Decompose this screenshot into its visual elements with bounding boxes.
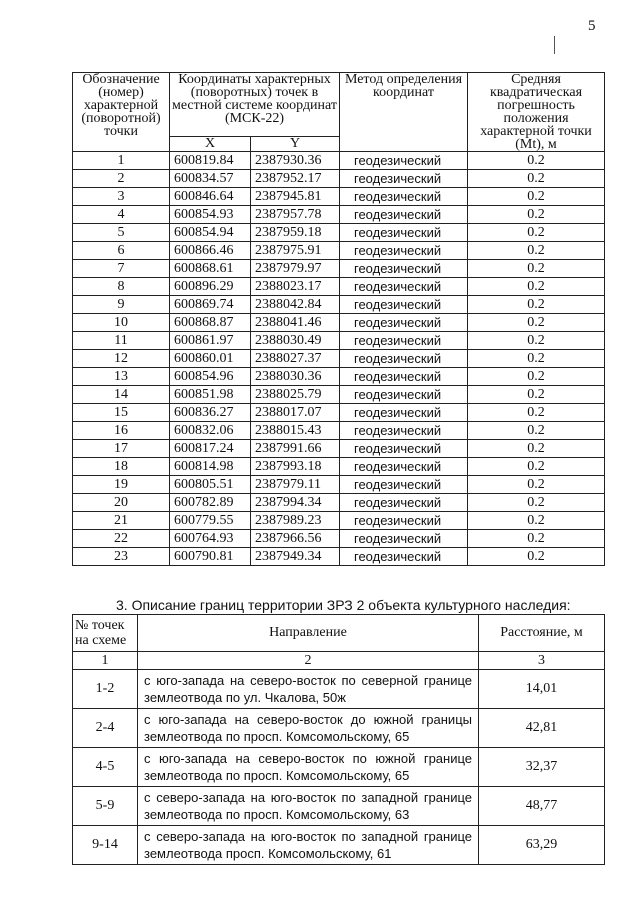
borders-table — [72, 614, 605, 865]
segment-distance: 42,81 — [479, 709, 605, 748]
header-coordinates: Координаты характерных (поворотных) точек в местной системе координат (МСК-22) — [170, 73, 340, 137]
point-number: 5 — [73, 224, 170, 242]
error-cell: 0.2 — [468, 494, 605, 512]
header-method: Метод определения координат — [340, 73, 468, 152]
method-cell: геодезический — [340, 422, 468, 440]
method-cell: геодезический — [340, 350, 468, 368]
table-row — [73, 458, 605, 476]
method-cell: геодезический — [340, 152, 468, 170]
method-cell: геодезический — [340, 188, 468, 206]
error-cell: 0.2 — [468, 350, 605, 368]
method-cell: геодезический — [340, 314, 468, 332]
table-row — [73, 170, 605, 188]
table-row — [73, 709, 605, 748]
error-cell: 0.2 — [468, 386, 605, 404]
coordinate-x: 600861.97 — [170, 332, 251, 350]
segment-points: 9-14 — [73, 826, 138, 865]
table-row — [73, 152, 605, 170]
coordinate-y: 2387930.36 — [251, 152, 340, 170]
coordinate-x: 600869.74 — [170, 296, 251, 314]
table-row — [73, 494, 605, 512]
point-number: 9 — [73, 296, 170, 314]
coordinate-y: 2387975.91 — [251, 242, 340, 260]
header-points: № точек на схеме — [73, 615, 138, 652]
point-number: 11 — [73, 332, 170, 350]
method-cell: геодезический — [340, 260, 468, 278]
method-cell: геодезический — [340, 494, 468, 512]
table-row — [73, 332, 605, 350]
coordinate-x: 600834.57 — [170, 170, 251, 188]
point-number: 14 — [73, 386, 170, 404]
segment-distance: 48,77 — [479, 787, 605, 826]
error-cell: 0.2 — [468, 458, 605, 476]
coordinate-y: 2388030.36 — [251, 368, 340, 386]
method-cell: геодезический — [340, 476, 468, 494]
coordinate-y: 2387957.78 — [251, 206, 340, 224]
coordinate-x: 600764.93 — [170, 530, 251, 548]
table-row — [73, 206, 605, 224]
point-number: 16 — [73, 422, 170, 440]
segment-direction: с северо-запада на юго-восток по западной границе землеотвода просп. Комсомольскому, 61 — [138, 826, 479, 865]
table-row — [73, 188, 605, 206]
header-error: Средняя квадратическая погрешность положения характерной точки (Mt), м — [468, 73, 605, 152]
segment-points: 1-2 — [73, 670, 138, 709]
method-cell: геодезический — [340, 368, 468, 386]
header-y: Y — [251, 136, 340, 151]
table-row — [73, 748, 605, 787]
method-cell: геодезический — [340, 296, 468, 314]
table-row — [73, 530, 605, 548]
error-cell: 0.2 — [468, 278, 605, 296]
coordinates-table-body — [73, 152, 605, 566]
coordinate-y: 2388027.37 — [251, 350, 340, 368]
point-number: 20 — [73, 494, 170, 512]
method-cell: геодезический — [340, 332, 468, 350]
coordinate-y: 2388041.46 — [251, 314, 340, 332]
table-row — [73, 386, 605, 404]
header-designation: Обозначение (номер) характерной (поворотной) точки — [73, 73, 170, 152]
table-row — [73, 512, 605, 530]
error-cell: 0.2 — [468, 512, 605, 530]
coordinate-x: 600819.84 — [170, 152, 251, 170]
coordinate-y: 2387949.34 — [251, 548, 340, 566]
header-direction: Направление — [138, 615, 479, 652]
point-number: 17 — [73, 440, 170, 458]
coordinate-y: 2387959.18 — [251, 224, 340, 242]
point-number: 12 — [73, 350, 170, 368]
coordinate-x: 600868.87 — [170, 314, 251, 332]
error-cell: 0.2 — [468, 476, 605, 494]
coordinate-y: 2387993.18 — [251, 458, 340, 476]
method-cell: геодезический — [340, 458, 468, 476]
method-cell: геодезический — [340, 206, 468, 224]
column-number-2: 2 — [138, 652, 479, 670]
point-number: 19 — [73, 476, 170, 494]
error-cell: 0.2 — [468, 422, 605, 440]
table-row — [73, 476, 605, 494]
coordinate-x: 600854.96 — [170, 368, 251, 386]
coordinate-y: 2387979.97 — [251, 260, 340, 278]
table-row — [73, 440, 605, 458]
table-row — [73, 224, 605, 242]
coordinate-y: 2387952.17 — [251, 170, 340, 188]
segment-distance: 32,37 — [479, 748, 605, 787]
table-row — [73, 278, 605, 296]
coordinate-x: 600782.89 — [170, 494, 251, 512]
point-number: 6 — [73, 242, 170, 260]
method-cell: геодезический — [340, 404, 468, 422]
segment-points: 5-9 — [73, 787, 138, 826]
method-cell: геодезический — [340, 386, 468, 404]
point-number: 13 — [73, 368, 170, 386]
column-number-3: 3 — [479, 652, 605, 670]
table-row — [73, 404, 605, 422]
coordinate-y: 2388017.07 — [251, 404, 340, 422]
coordinate-y: 2387989.23 — [251, 512, 340, 530]
section-title: 3. Описание границ территории ЗРЗ 2 объекта культурного наследия: — [116, 597, 571, 613]
table-row — [73, 422, 605, 440]
method-cell: геодезический — [340, 440, 468, 458]
table-row — [73, 670, 605, 709]
table-row — [73, 787, 605, 826]
header-distance: Расстояние, м — [479, 615, 605, 652]
header-x: X — [170, 136, 251, 151]
coordinate-x: 600851.98 — [170, 386, 251, 404]
error-cell: 0.2 — [468, 206, 605, 224]
coordinate-y: 2387991.66 — [251, 440, 340, 458]
error-cell: 0.2 — [468, 314, 605, 332]
method-cell: геодезический — [340, 548, 468, 566]
coordinates-table — [72, 72, 605, 566]
point-number: 10 — [73, 314, 170, 332]
segment-direction: с юго-запада на северо-восток до южной границы землеотвода по просп. Комсомольскому, 65 — [138, 709, 479, 748]
segment-points: 2-4 — [73, 709, 138, 748]
point-number: 1 — [73, 152, 170, 170]
error-cell: 0.2 — [468, 170, 605, 188]
table-row — [73, 826, 605, 865]
segment-points: 4-5 — [73, 748, 138, 787]
table-row — [73, 350, 605, 368]
coordinate-y: 2388023.17 — [251, 278, 340, 296]
error-cell: 0.2 — [468, 404, 605, 422]
borders-table-body — [73, 670, 605, 865]
coordinate-y: 2388015.43 — [251, 422, 340, 440]
error-cell: 0.2 — [468, 530, 605, 548]
segment-direction: с юго-запада на северо-восток по северной границе землеотвода по ул. Чкалова, 50ж — [138, 670, 479, 709]
error-cell: 0.2 — [468, 260, 605, 278]
point-number: 2 — [73, 170, 170, 188]
table-row — [73, 548, 605, 566]
coordinate-x: 600817.24 — [170, 440, 251, 458]
method-cell: геодезический — [340, 224, 468, 242]
coordinate-x: 600860.01 — [170, 350, 251, 368]
coordinate-y: 2388030.49 — [251, 332, 340, 350]
coordinate-y: 2387979.11 — [251, 476, 340, 494]
point-number: 18 — [73, 458, 170, 476]
point-number: 22 — [73, 530, 170, 548]
coordinate-y: 2387945.81 — [251, 188, 340, 206]
point-number: 8 — [73, 278, 170, 296]
coordinate-x: 600854.94 — [170, 224, 251, 242]
error-cell: 0.2 — [468, 152, 605, 170]
table-row — [73, 242, 605, 260]
coordinate-y: 2388042.84 — [251, 296, 340, 314]
coordinate-x: 600896.29 — [170, 278, 251, 296]
coordinate-x: 600814.98 — [170, 458, 251, 476]
table-row — [73, 260, 605, 278]
error-cell: 0.2 — [468, 242, 605, 260]
segment-direction: с юго-запада на северо-восток по южной границе землеотвода по просп. Комсомольскому, 65 — [138, 748, 479, 787]
error-cell: 0.2 — [468, 548, 605, 566]
margin-mark — [554, 36, 555, 54]
coordinate-x: 600779.55 — [170, 512, 251, 530]
point-number: 23 — [73, 548, 170, 566]
table-row — [73, 368, 605, 386]
method-cell: геодезический — [340, 278, 468, 296]
segment-distance: 14,01 — [479, 670, 605, 709]
coordinate-x: 600846.64 — [170, 188, 251, 206]
error-cell: 0.2 — [468, 368, 605, 386]
table-row — [73, 296, 605, 314]
error-cell: 0.2 — [468, 188, 605, 206]
coordinate-y: 2388025.79 — [251, 386, 340, 404]
point-number: 7 — [73, 260, 170, 278]
error-cell: 0.2 — [468, 332, 605, 350]
column-number-1: 1 — [73, 652, 138, 670]
point-number: 15 — [73, 404, 170, 422]
coordinate-x: 600790.81 — [170, 548, 251, 566]
point-number: 3 — [73, 188, 170, 206]
coordinate-x: 600836.27 — [170, 404, 251, 422]
error-cell: 0.2 — [468, 224, 605, 242]
method-cell: геодезический — [340, 512, 468, 530]
point-number: 4 — [73, 206, 170, 224]
page-number: 5 — [588, 18, 596, 34]
point-number: 21 — [73, 512, 170, 530]
error-cell: 0.2 — [468, 440, 605, 458]
coordinate-x: 600805.51 — [170, 476, 251, 494]
method-cell: геодезический — [340, 530, 468, 548]
segment-direction: с северо-запада на юго-восток по западной границе землеотвода по просп. Комсомольскому, 63 — [138, 787, 479, 826]
error-cell: 0.2 — [468, 296, 605, 314]
coordinate-x: 600854.93 — [170, 206, 251, 224]
coordinate-x: 600832.06 — [170, 422, 251, 440]
method-cell: геодезический — [340, 242, 468, 260]
coordinate-x: 600866.46 — [170, 242, 251, 260]
table-row — [73, 314, 605, 332]
segment-distance: 63,29 — [479, 826, 605, 865]
coordinate-x: 600868.61 — [170, 260, 251, 278]
coordinate-y: 2387994.34 — [251, 494, 340, 512]
coordinate-y: 2387966.56 — [251, 530, 340, 548]
method-cell: геодезический — [340, 170, 468, 188]
